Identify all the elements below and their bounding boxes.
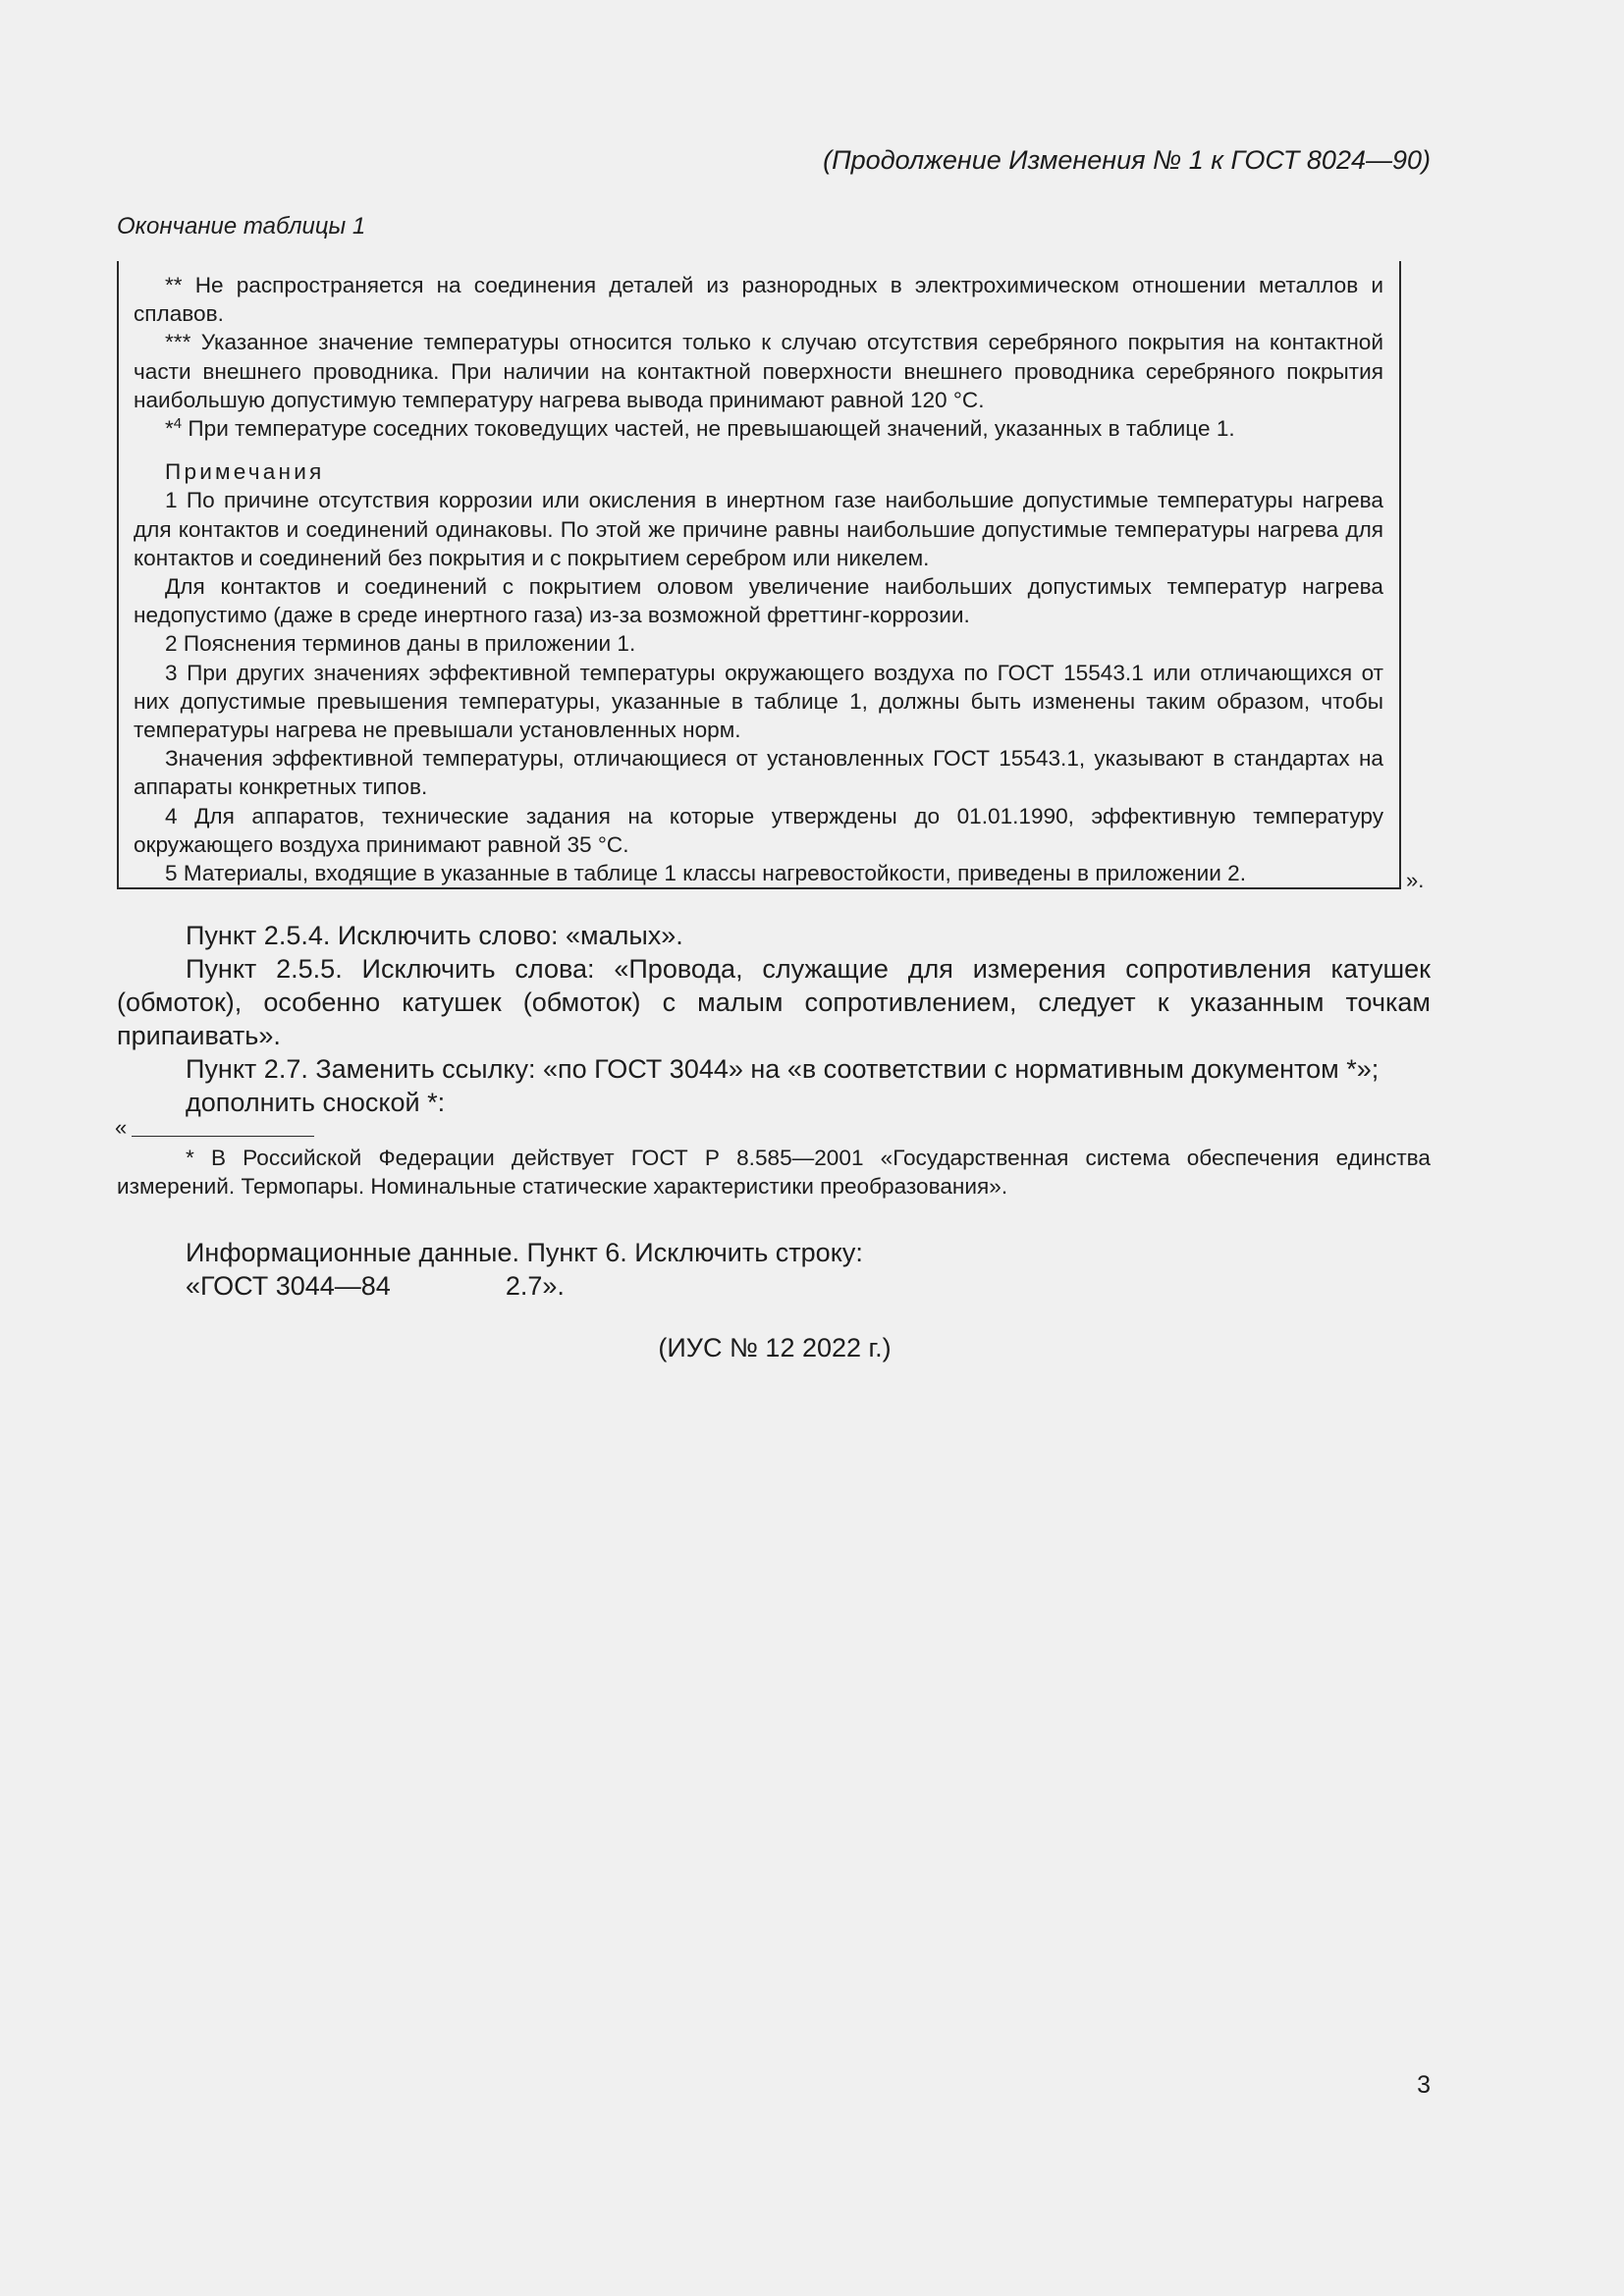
note-1: 1 По причине отсутствия коррозии или окисления в инертном газе наибольшие допустимые температуры нагрева для контактов и соединений одинаковы. По этой же причине равны наибольшие допустимые температуры нагрева для контактов и соединений без покрытия и с покрытием серебром или никелем. — [134, 488, 1383, 570]
note-4: 4 Для аппаратов, технические задания на которые утверждены до 01.01.1990, эффективную температуру окружающего воздуха принимают равной 35 °C. — [134, 803, 1383, 857]
issue-reference: (ИУС № 12 2022 г.) — [658, 1333, 892, 1362]
table-continuation-box — [117, 261, 1401, 889]
info-doc-ref: «ГОСТ 3044—84 — [186, 1271, 391, 1301]
footnote-text: * В Российской Федерации действует ГОСТ Р 8.585—2001 «Государственная система обеспечения единства измерений. Термопары. Номинальные статические характеристики преобразования». — [117, 1146, 1431, 1199]
footnote-separator-rule — [132, 1136, 314, 1137]
item-2-7: Пункт 2.7. Заменить ссылку: «по ГОСТ 3044» на «в соответствии с нормативным документом *»; — [186, 1054, 1380, 1084]
footnote-block — [117, 1144, 1431, 1201]
footnote-star-4 — [134, 414, 1383, 443]
notes-heading-line — [134, 457, 1383, 486]
note-1-continued: Для контактов и соединений с покрытием оловом увеличение наибольших допустимых температур нагрева недопустимо (даже в среде инертного газа) из-за возможной фреттинг-коррозии. — [134, 574, 1383, 628]
footnote-open-quote: « — [115, 1115, 128, 1140]
closing-quote-mark: ». — [1406, 868, 1425, 892]
item-2-7-addition: дополнить сноской *: — [186, 1088, 446, 1117]
note-3-continued: Значения эффективной температуры, отличающиеся от установленных ГОСТ 15543.1, указывают в стандартах на аппараты конкретных типов. — [134, 746, 1383, 800]
notes-heading: Примечания — [165, 459, 325, 485]
footnote-double-star: ** Не распространяется на соединения деталей из разнородных в электрохимическом отношении металлов и сплавов. — [134, 273, 1383, 327]
note-3: 3 При других значениях эффективной температуры окружающего воздуха по ГОСТ 15543.1 или отличающихся от них допустимые превышения температуры, указанные в таблице 1, должны быть изменены таким образом, чтобы температуры нагрева не превышали установленных норм. — [134, 660, 1383, 743]
footnote-star-4-sup: 4 — [173, 415, 183, 433]
note-5: 5 Материалы, входящие в указанные в таблице 1 классы нагревостойкости, приведены в приложении 2. — [165, 861, 1247, 886]
item-2-5-4: Пункт 2.5.4. Исключить слово: «малых». — [186, 921, 683, 950]
info-data-row — [186, 1271, 565, 1302]
footnote-triple-star: *** Указанное значение температуры относится только к случаю отсутствия серебряного покрытия на контактной части внешнего проводника. При наличии на контактной поверхности внешнего проводника серебряного покрытия наибольшую допустимую температуру нагрева вывода принимают равной 120 °C. — [134, 330, 1383, 412]
amendment-body — [117, 919, 1431, 1119]
page-number: 3 — [1417, 2071, 1431, 2099]
table-caption: Окончание таблицы 1 — [117, 213, 366, 240]
running-header: (Продолжение Изменения № 1 к ГОСТ 8024—90) — [823, 145, 1431, 175]
item-2-5-5: Пункт 2.5.5. Исключить слова: «Провода, служащие для измерения сопротивления катушек (обмоток), особенно катушек (обмоток) с малым сопротивлением, следует к указанным точкам припаивать». — [117, 954, 1431, 1050]
footnote-star-4-text: При температуре соседних токоведущих частей, не превышающей значений, указанных в таблице 1. — [182, 416, 1235, 442]
note-2: 2 Пояснения терминов даны в приложении 1. — [165, 631, 636, 657]
info-data-line: Информационные данные. Пункт 6. Исключить строку: — [186, 1238, 863, 1267]
info-item-ref: 2.7». — [505, 1271, 565, 1301]
footnote-star-4-mark: * — [165, 416, 174, 442]
